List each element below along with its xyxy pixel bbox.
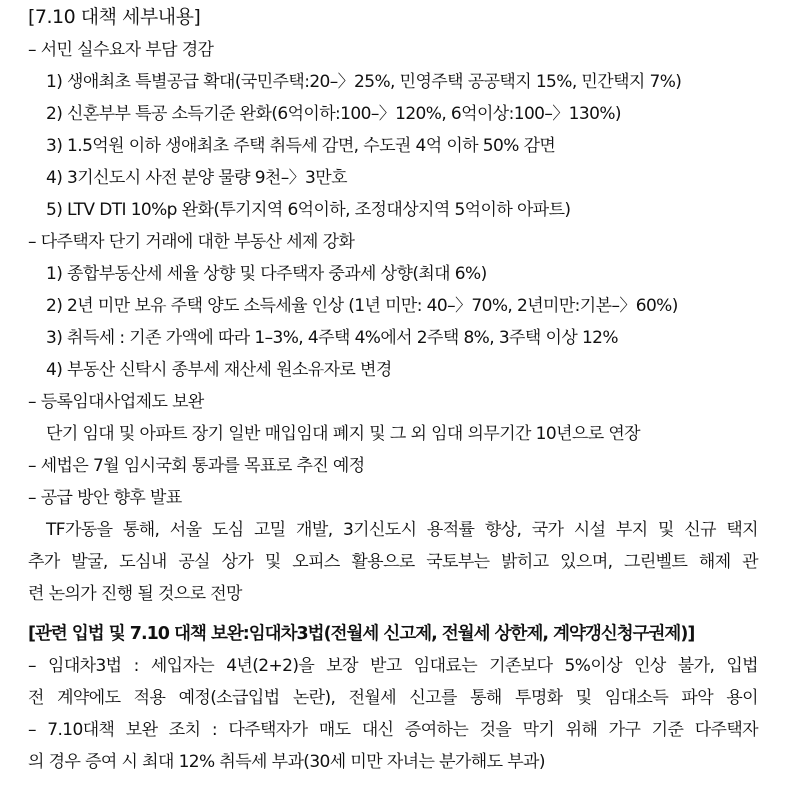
section-title: [7.10 대책 세부내용] [28,6,201,28]
list-item: 4) 부동산 신탁시 종부세 재산세 원소유자로 변경 [46,360,392,380]
group-body-line: 추가 발굴, 도심내 공실 상가 및 오피스 활용으로 국토부는 밝히고 있으며, 그린벨트 해제 관 [28,552,758,572]
group-body-line: TF가동을 통해, 서울 도심 고밀 개발, 3기신도시 용적률 향상, 국가 시설 부지 및 신규 택지 [46,520,759,540]
list-item: 2) 2년 미만 보유 주택 양도 소득세율 인상 (1년 미만: 40–〉70%, 2년미만:기본–〉60%) [46,296,678,316]
group-heading: – 서민 실수요자 부담 경감 [28,40,214,60]
list-item: 3) 1.5억원 이하 생애최초 주택 취득세 감면, 수도권 4억 이하 50% 감면 [46,136,556,156]
group-body-line: 련 논의가 진행 될 것으로 전망 [28,584,242,604]
list-item: 3) 취득세 : 기존 가액에 따라 1–3%, 4주택 4%에서 2주택 8%, 3주택 이상 12% [46,328,618,348]
list-item: 1) 생애최초 특별공급 확대(국민주택:20–〉25%, 민영주택 공공택지 15%, 민간택지 7%) [46,72,682,92]
paragraph-line: 의 경우 증여 시 최대 12% 취득세 부과(30세 미만 자녀는 분가해도 부과) [28,752,545,772]
list-item: 1) 종합부동산세 세율 상향 및 다주택자 중과세 상향(최대 6%) [46,264,487,284]
group-heading: – 세법은 7월 임시국회 통과를 목표로 추진 예정 [28,456,365,476]
group-heading: – 등록임대사업제도 보완 [28,392,204,412]
list-item: 2) 신혼부부 특공 소득기준 완화(6억이하:100–〉120%, 6억이상:100–〉130%) [46,104,621,124]
list-item: 4) 3기신도시 사전 분양 물량 9천–〉3만호 [46,168,347,188]
section-title: [관련 입법 및 7.10 대책 보완:임대차3법(전월세 신고제, 전월세 상한제, 계약갱신청구권제)] [28,624,695,644]
group-body: 단기 임대 및 아파트 장기 일반 매입임대 폐지 및 그 외 임대 의무기간 10년으로 연장 [46,424,640,444]
group-heading: – 공급 방안 향후 발표 [28,488,182,508]
paragraph-line: – 임대차3법 : 세입자는 4년(2+2)을 보장 받고 임대료는 기존보다 5%이상 인상 불가, 입법 [28,656,758,676]
group-heading: – 다주택자 단기 거래에 대한 부동산 세제 강화 [28,232,355,252]
list-item: 5) LTV DTI 10%p 완화(투기지역 6억이하, 조정대상지역 5억이하 아파트) [46,200,571,220]
paragraph-line: 전 계약에도 적용 예정(소급입법 논란), 전월세 신고를 통해 투명화 및 임대소득 파악 용이 [28,688,758,708]
paragraph-line: – 7.10대책 보완 조치 : 다주택자가 매도 대신 증여하는 것을 막기 위해 가구 기준 다주택자 [28,720,758,740]
